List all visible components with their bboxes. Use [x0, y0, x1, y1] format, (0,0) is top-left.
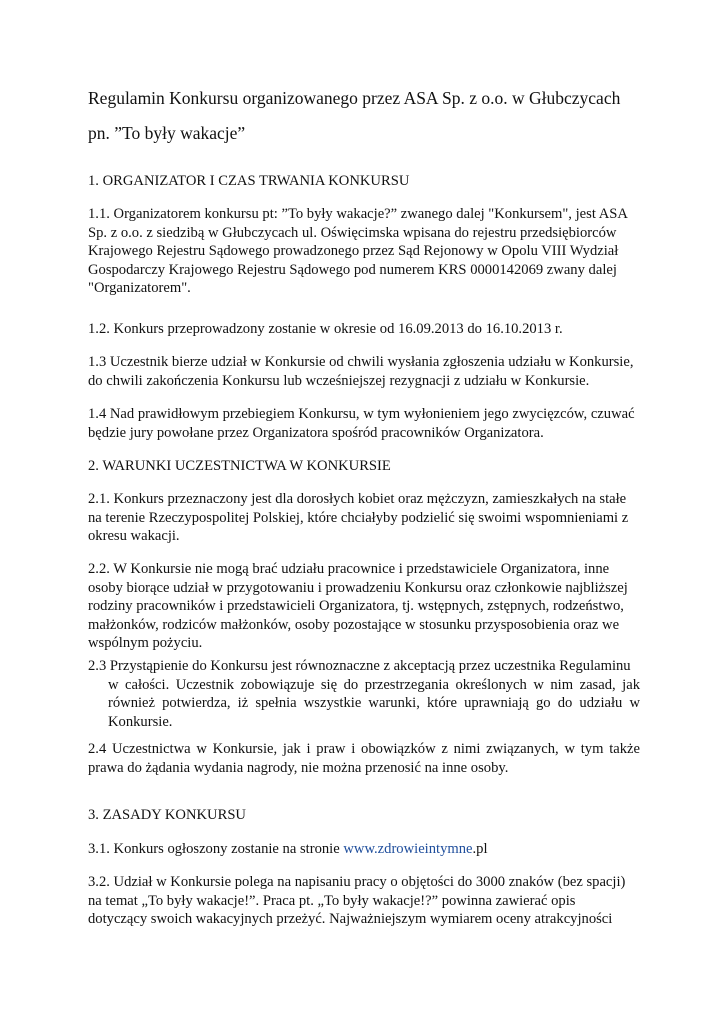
p1-1-line: Sp. z o.o. z siedzibą w Głubczycach ul. Oświęcimska wpisana do rejestru przedsiębiorców [88, 224, 617, 241]
p3-2-line: 3.2. Udział w Konkursie polega na napisaniu pracy o objętości do 3000 znaków (bez spacji) [88, 874, 626, 890]
p2-1-line: okresu wakacji. [88, 528, 180, 544]
p2-3-line: 2.3 Przystąpienie do Konkursu jest równoznaczne z akceptacją przez uczestnika Regulaminu [88, 658, 631, 674]
p1-1-line: Krajowego Rejestru Sądowego prowadzonego przez Sąd Rejonowy w Opolu VIII Wydział [88, 243, 619, 259]
p2-3-line: w całości. Uczestnik zobowiązuje się do przestrzegania określonych w nim zasad, jak [108, 676, 640, 693]
p1-2: 1.2. Konkurs przeprowadzony zostanie w okresie od 16.09.2013 do 16.10.2013 r. [88, 321, 563, 337]
p2-4-line: prawa do żądania wydania nagrody, nie można przenosić na inne osoby. [88, 759, 509, 776]
p3-2-line: na temat „To były wakacje!”. Praca pt. „To były wakacje!?” powinna zawierać opis [88, 892, 576, 909]
p2-3-line: Konkursie. [108, 713, 173, 730]
p1-4-line: będzie jury powołane przez Organizatora spośród pracowników Organizatora. [88, 424, 544, 441]
p1-4-line: 1.4 Nad prawidłowym przebiegiem Konkursu, w tym wyłonieniem jego zwycięzców, czuwać [88, 406, 635, 422]
p1-1-line: 1.1. Organizatorem konkursu pt: ”To były wakacje?” zwanego dalej "Konkursem", jest ASA [88, 206, 628, 222]
p2-1-line: 2.1. Konkurs przeznaczony jest dla dorosłych kobiet oraz mężczyzn, zamieszkałych na stałe [88, 491, 627, 507]
document-title-line1: Regulamin Konkursu organizowanego przez ASA Sp. z o.o. w Głubczycach [88, 88, 621, 108]
p3-1-text: 3.1. Konkurs ogłoszony zostanie na stronie [88, 841, 344, 857]
p1-3-line: 1.3 Uczestnik bierze udział w Konkursie od chwili wysłania zgłoszenia udziału w Konkursie, [88, 354, 634, 370]
p1-3-line: do chwili zakończenia Konkursu lub wcześniejszej rezygnacji z udziału w Konkursie. [88, 372, 590, 389]
p2-2-line: rodziny pracowników i przedstawicieli Organizatora, tj. wstępnych, zstępnych, rodzeństwo, [88, 598, 624, 614]
website-link[interactable]: www.zdrowieintymne [343, 841, 473, 857]
p2-3-line: również potwierdza, iż spełnia wszystkie warunki, które uprawniają go do udziału w [108, 695, 640, 711]
section1-heading: 1. ORGANIZATOR I CZAS TRWANIA KONKURSU [88, 173, 410, 189]
section2-heading: 2. WARUNKI UCZESTNICTWA W KONKURSIE [88, 458, 391, 474]
section3-heading: 3. ZASADY KONKURSU [88, 807, 246, 823]
p2-2-line: 2.2. W Konkursie nie mogą brać udziału pracownice i przedstawiciele Organizatora, inne [88, 561, 610, 577]
p3-2-line: dotyczący swoich wakacyjnych przeżyć. Najważniejszym wymiarem oceny atrakcyjności [88, 911, 613, 927]
p2-2-line: wspólnym pożyciu. [88, 635, 203, 651]
document-title-line2: pn. ”To były wakacje” [88, 123, 246, 143]
p2-1-line: na terenie Rzeczypospolitej Polskiej, które chciałyby podzielić się swoimi wspomnieniami z [88, 509, 629, 526]
p1-1-line: "Organizatorem". [88, 280, 191, 296]
p1-1-line: Gospodarczy Krajowego Rejestru Sądowego pod numerem KRS 0000142069 zwany dalej [88, 261, 617, 278]
p2-2-line: osoby biorące udział w przygotowaniu i prowadzeniu Konkursu oraz członkowie najbliższej [88, 579, 628, 596]
p2-4-line: 2.4 Uczestnictwa w Konkursie, jak i praw i obowiązków z nimi związanych, w tym także [88, 741, 640, 757]
p3-1 [88, 840, 488, 859]
p3-1-suffix: .pl [472, 841, 488, 857]
p2-2-line: małżonków, rodziców małżonków, osoby pozostające w stosunku przysposobienia oraz we [88, 616, 620, 633]
